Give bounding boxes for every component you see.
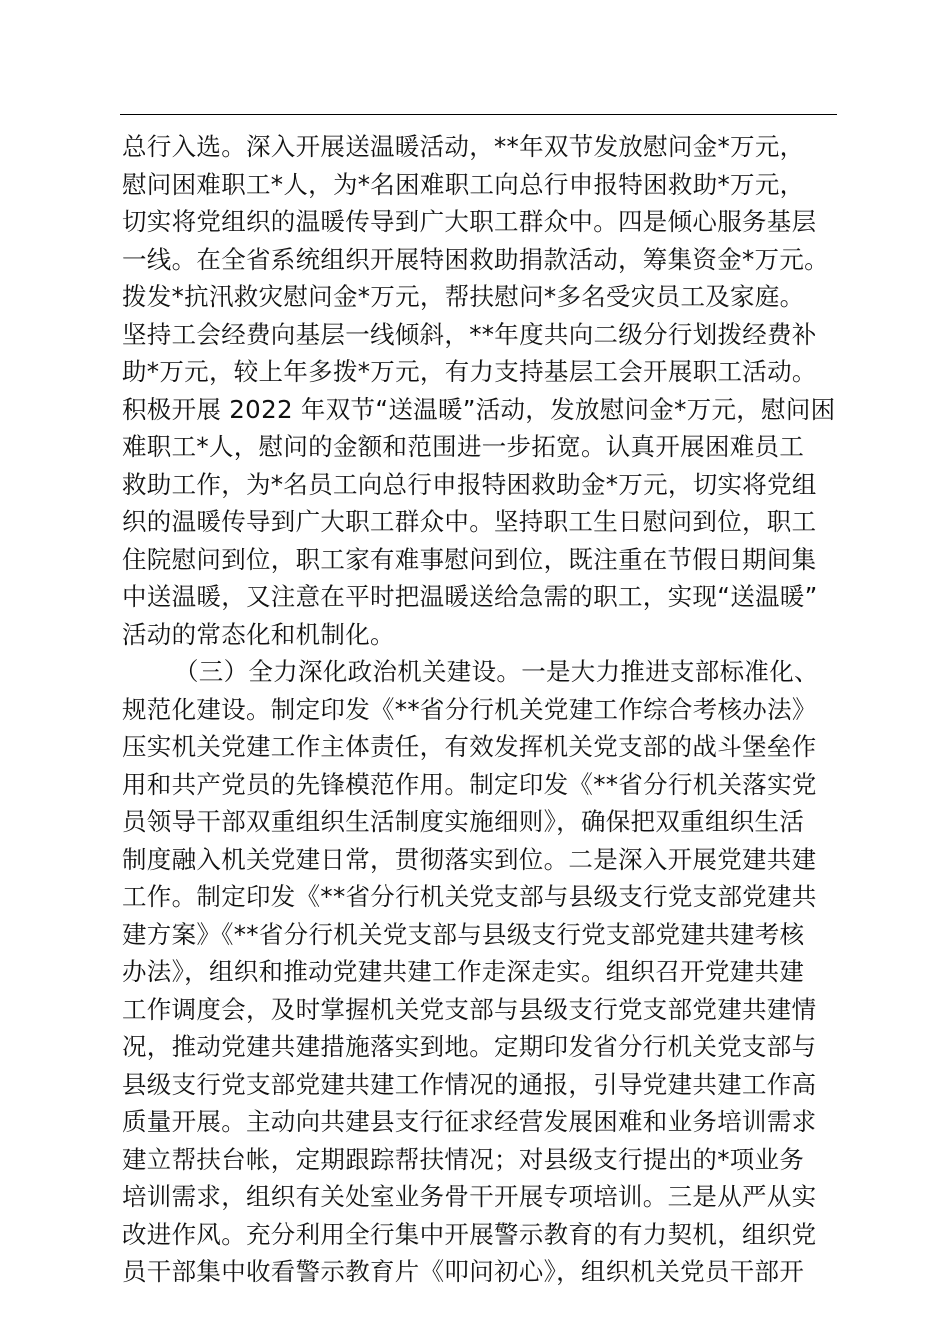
text-line: 规范化建设。制定印发《**省分行机关党建工作综合考核办法》 xyxy=(122,694,817,724)
text-line: 办法》，组织和推动党建共建工作走深走实。组织召开党建共建 xyxy=(122,957,805,986)
section-heading-line: （三）全力深化政治机关建设。一是大力推进支部标准化、 xyxy=(174,657,819,686)
text-line: 总行入选。深入开展送温暖活动，**年双节发放慰问金*万元， xyxy=(122,132,805,161)
text-line: 活动的常态化和机制化。 xyxy=(122,619,395,649)
document-body xyxy=(122,128,840,1291)
text-line: 难职工*人，慰问的金额和范围进一步拓宽。认真开展困难员工 xyxy=(122,432,805,461)
text-line: 慰问困难职工*人，为*名困难职工向总行申报特困救助*万元， xyxy=(122,169,805,199)
text-line: 住院慰问到位，职工家有难事慰问到位，既注重在节假日期间集 xyxy=(122,544,817,574)
text-line: 积极开展 2022 年双节“送温暖”活动，发放慰问金*万元，慰问困 xyxy=(122,394,836,424)
text-line: 况，推动党建共建措施落实到地。定期印发省分行机关党支部与 xyxy=(122,1032,817,1061)
text-line: 压实机关党建工作主体责任，有效发挥机关党支部的战斗堡垒作 xyxy=(122,732,817,761)
text-line: 中送温暖，又注意在平时把温暖送给急需的职工，实现“送温暖” xyxy=(122,582,818,611)
text-line: 拨发*抗汛救灾慰问金*万元，帮扶慰问*多名受灾员工及家庭。 xyxy=(122,282,805,311)
text-line: 一线。在全省系统组织开展特困救助捐款活动，筹集资金*万元。 xyxy=(122,244,829,274)
text-line: 建立帮扶台帐，定期跟踪帮扶情况；对县级支行提出的*项业务 xyxy=(122,1144,805,1174)
text-line: 用和共产党员的先锋模范作用。制定印发《**省分行机关落实党 xyxy=(122,769,817,799)
text-line: 培训需求，组织有关处室业务骨干开展专项培训。三是从严从实 xyxy=(122,1182,817,1211)
text-line: 建方案》《**省分行机关党支部与县级支行党支部党建共建考核 xyxy=(122,919,805,949)
text-line: 坚持工会经费向基层一线倾斜，**年度共向二级分行划拨经费补 xyxy=(122,319,817,349)
text-line: 切实将党组织的温暖传导到广大职工群众中。四是倾心服务基层 xyxy=(122,207,817,236)
text-line: 工作调度会，及时掌握机关党支部与县级支行党支部党建共建情 xyxy=(122,994,817,1024)
header-rule xyxy=(120,114,837,115)
text-line: 织的温暖传导到广大职工群众中。坚持职工生日慰问到位，职工 xyxy=(122,507,817,536)
text-line: 改进作风。充分利用全行集中开展警示教育的有力契机，组织党 xyxy=(122,1219,817,1249)
text-line: 救助工作，为*名员工向总行申报特困救助金*万元，切实将党组 xyxy=(122,469,817,499)
text-line: 员干部集中收看警示教育片《叩问初心》，组织机关党员干部开 xyxy=(122,1257,805,1286)
text-line: 员领导干部双重组织生活制度实施细则》，确保把双重组织生活 xyxy=(122,807,805,836)
text-line: 助*万元，较上年多拨*万元，有力支持基层工会开展职工活动。 xyxy=(122,357,817,386)
text-line: 县级支行党支部党建共建工作情况的通报，引导党建共建工作高 xyxy=(122,1069,817,1099)
text-line: 制度融入机关党建日常，贯彻落实到位。二是深入开展党建共建 xyxy=(122,844,817,874)
text-line: 质量开展。主动向共建县支行征求经营发展困难和业务培训需求 xyxy=(122,1107,817,1136)
text-line: 工作。制定印发《**省分行机关党支部与县级支行党支部党建共 xyxy=(122,882,817,911)
